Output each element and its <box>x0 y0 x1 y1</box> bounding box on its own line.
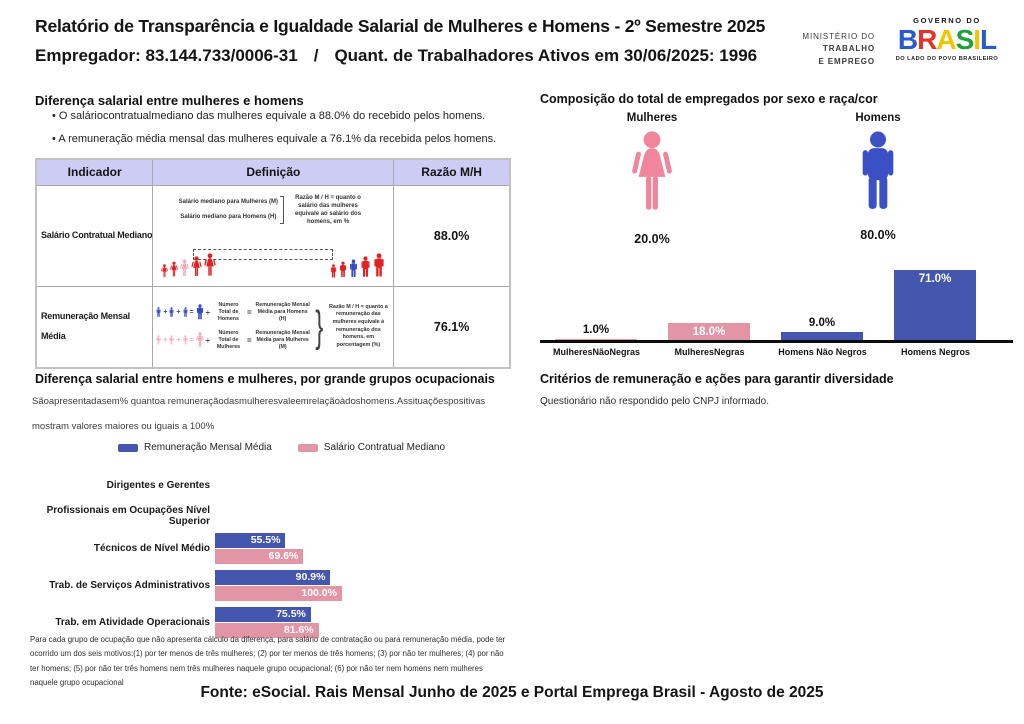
indicator-label: Remuneração Mensal Média <box>36 286 153 368</box>
equals-sign: = <box>247 335 252 345</box>
plus-sign: + <box>163 336 168 344</box>
blue-swatch-icon <box>118 444 138 452</box>
occupational-section-title: Diferença salarial entre homens e mulheres, por grande grupos ocupacionais <box>35 372 495 386</box>
ministry-wordmark <box>790 31 875 68</box>
bar-salario: 100.0% <box>215 586 342 601</box>
source-footer: Fonte: eSocial. Rais Mensal Junho de 2025 e Portal Emprega Brasil - Agosto de 2025 <box>200 684 824 701</box>
occ-row-servicos-administrativos <box>35 569 495 601</box>
bar-salario: 81.6% <box>215 623 319 638</box>
women-pictogram-block <box>595 112 709 246</box>
average-pay-diagram <box>153 287 393 367</box>
woman-figure-icon <box>161 264 168 279</box>
ministry-line1: MINISTÉRIO DO <box>802 32 875 41</box>
woman-median-figure-icon <box>180 259 189 279</box>
man-figure-icon <box>156 307 161 318</box>
women-label: Mulheres <box>626 112 678 124</box>
bar-mulheres-negras <box>668 323 750 341</box>
occ-row-tecnicos <box>35 532 495 564</box>
woman-figure-large-icon <box>196 332 204 349</box>
definition-cell <box>153 286 394 368</box>
men-percentage: 80.0% <box>860 228 896 242</box>
subtitle-line2: mostram valores maiores ou iguais a 100% <box>32 421 215 432</box>
plus-sign: + <box>176 336 181 344</box>
col-header-indicador: Indicador <box>36 159 153 185</box>
bullet-median-contract-salary: • O saláriocontratualmediano das mulheres equivale a 88.0% do recebido pelos homens. <box>52 110 502 122</box>
man-figure-icon <box>360 256 371 279</box>
pink-swatch-icon <box>298 444 318 452</box>
occupational-bar-chart <box>35 474 495 638</box>
bar-salario: 69.6% <box>215 549 303 564</box>
category-label: Técnicos de Nível Médio <box>93 542 210 554</box>
man-figure-icon <box>183 307 188 318</box>
women-group-pictogram <box>161 253 216 279</box>
man-icon <box>858 130 898 217</box>
indicator-table <box>35 158 511 369</box>
pictogram-row <box>161 253 385 279</box>
x-axis-line <box>540 340 1013 343</box>
bar-homens-negros <box>894 270 976 341</box>
woman-figure-icon <box>156 335 161 346</box>
ratio-value-average: 76.1% <box>394 286 510 368</box>
women-result-text: Remuneração Mensal Média para Mulheres (M) <box>255 330 310 350</box>
category-label: Dirigentes e Gerentes <box>106 479 210 491</box>
man-figure-large-icon <box>196 304 204 321</box>
bar-pair <box>215 570 342 601</box>
legend-item-pink <box>298 442 445 453</box>
bar-remuneracao: 75.5% <box>215 607 311 622</box>
ratio-value-median: 88.0% <box>394 185 510 286</box>
man-figure-icon <box>339 261 347 279</box>
axis-label-mulheres-nao-negras: MulheresNãoNegras <box>552 347 641 357</box>
equals-sign: = <box>247 308 252 318</box>
separator: / <box>313 46 319 65</box>
bar-remuneracao: 55.5% <box>215 533 285 548</box>
table-row-remuneracao-media <box>36 286 510 368</box>
table-row-salario-mediano <box>36 185 510 286</box>
ratio-note: Razão M / H = quanto o salário das mulheres equivale ao salário dos homens, em % <box>295 194 362 225</box>
active-workers: Quant. de Trabalhadores Ativos em 30/06/2025: 1996 <box>334 46 758 65</box>
legend-label: Remuneração Mensal Média <box>144 442 272 453</box>
ministry-line3: E EMPREGO <box>818 56 875 66</box>
salary-gap-section-title: Diferença salarial entre mulheres e homens <box>35 93 304 108</box>
brace-shape: } <box>314 301 324 351</box>
gov-logo-tagline: DO LADO DO POVO BRASILEIRO <box>895 56 999 63</box>
occ-row-profissionais <box>35 505 495 527</box>
woman-figure-icon <box>204 253 216 279</box>
plus-sign: + <box>163 309 168 317</box>
divide-sign: ÷ <box>205 308 210 318</box>
bar-value-label: 9.0% <box>808 317 836 329</box>
employer-id: Empregador: 83.144.733/0006-31 <box>35 46 298 65</box>
category-label: Trab. de Serviços Administrativos <box>49 579 210 591</box>
median-men-text: Salário mediano para Homens (H) <box>180 213 277 220</box>
axis-label-homens-negros: Homens Negros <box>900 347 971 357</box>
category-label: Profissionais em Ocupações Nível Superior <box>46 505 210 527</box>
ratio-note: Razão M / H = quanto a remuneração das mulheres equivale à remuneração dos homens, em porcentagem (%) <box>328 303 388 348</box>
criteria-section-title: Critérios de remuneração e ações para garantir diversidade <box>540 372 894 386</box>
legend-label: Salário Contratual Mediano <box>323 442 446 453</box>
woman-figure-icon <box>191 256 202 279</box>
bracket-shape <box>280 196 284 224</box>
men-group-pictogram <box>330 253 385 279</box>
men-result-text: Remuneração Mensal Média para Homens (H) <box>255 302 310 323</box>
man-figure-icon <box>169 307 174 318</box>
woman-figure-icon <box>183 335 188 346</box>
axis-label-mulheres-negras: MulheresNegras <box>674 347 745 357</box>
legend-item-blue <box>118 442 272 453</box>
man-figure-icon <box>373 253 385 279</box>
ministry-line2: TRABALHO <box>822 44 875 54</box>
woman-figure-icon <box>169 335 174 346</box>
bullet-average-monthly-pay: • A remuneração média mensal das mulheres equivale a 76.1% da recebida pelos homens. <box>52 133 502 145</box>
women-formula <box>156 330 311 351</box>
man-median-figure-icon <box>349 259 358 279</box>
governo-do-brasil-logo <box>888 16 1006 62</box>
subtitle-line1: Sãoapresentadasem% quantoa remuneraçãodasmulheresvaleemrelaçãoàdoshomens.Assituaçõespositivas <box>32 396 486 407</box>
definition-cell <box>153 185 394 286</box>
occ-row-dirigentes <box>35 474 495 496</box>
page-title: Relatório de Transparência e Igualdade Salarial de Mulheres e Homens - 2º Semestre 2025 <box>35 16 766 36</box>
gov-logo-top-text: GOVERNO DO <box>913 16 981 25</box>
median-salary-diagram <box>153 186 393 286</box>
formula-rows <box>156 302 311 350</box>
man-figure-icon <box>330 264 337 279</box>
table-header-row <box>36 159 510 185</box>
equals-sign: = <box>189 309 194 317</box>
criteria-text: Questionário não respondido pelo CNPJ informado. <box>540 396 770 407</box>
category-label: Trab. em Atividade Operacionais <box>55 616 210 628</box>
men-pictogram-block <box>821 112 935 242</box>
men-label: Homens <box>855 112 901 124</box>
plus-sign: + <box>176 309 181 317</box>
col-header-razao: Razão M/H <box>394 159 510 185</box>
women-count-text: Número Total de Mulheres <box>216 330 241 350</box>
median-women-text: Salário mediano para Mulheres (M) <box>178 199 279 206</box>
equals-sign: = <box>189 336 194 344</box>
chart-legend <box>118 442 445 453</box>
indicator-label: Salário Contratual Mediano <box>36 185 153 286</box>
axis-label-homens-nao-negros: Homens Não Negros <box>778 347 867 357</box>
employer-line <box>35 46 757 66</box>
bar-value-label: 71.0% <box>918 273 952 285</box>
brasil-wordmark: BRASIL <box>897 24 997 55</box>
divide-sign: ÷ <box>205 335 210 345</box>
diagram-texts <box>153 186 393 226</box>
woman-figure-icon <box>170 261 178 279</box>
men-formula <box>156 302 311 323</box>
woman-icon <box>631 130 673 221</box>
bar-value-label: 1.0% <box>582 324 610 336</box>
occupational-subtitle <box>32 396 502 432</box>
col-header-definicao: Definição <box>153 159 394 185</box>
bar-value-label: 18.0% <box>692 326 726 338</box>
bar-remuneracao: 90.9% <box>215 570 330 585</box>
men-count-text: Número Total de Homens <box>218 302 239 323</box>
women-percentage: 20.0% <box>634 232 670 246</box>
bar-pair <box>215 533 303 564</box>
occupational-footnote: Para cada grupo de ocupação que não apresenta cálculo da diferença, para salário de contratação ou para remuneração média, pode ter ocorrido um dos seis motivos:(1) por ter menos de três mulheres; (2) por ter menos de três homens; (3) por não ter mulheres; (4) por não ter homens; (5) por não ter três homens nem três mulheres naquele grupo ocupacional; (6) por não ter nem homens nem mulheres naquele grupo ocupacional <box>30 635 506 688</box>
diagram-lines <box>179 195 278 224</box>
salary-gap-bullets <box>52 110 502 156</box>
composition-section-title: Composição do total de empregados por sexo e raça/cor <box>540 92 878 106</box>
